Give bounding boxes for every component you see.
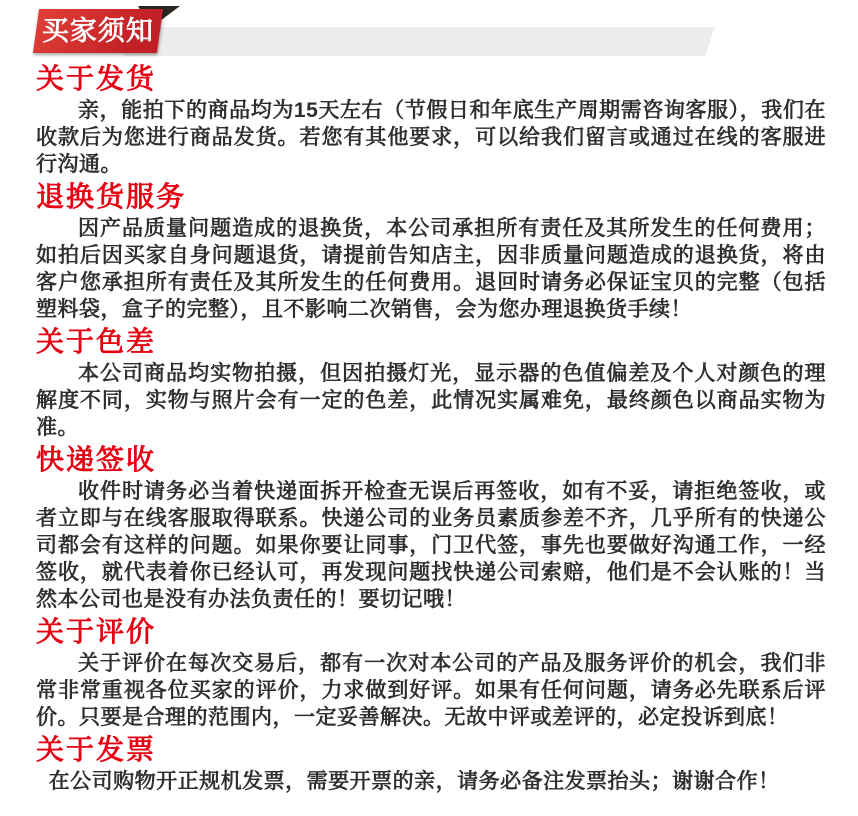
section-color-difference-body: 本公司商品均实物拍摄，但因拍摄灯光，显示器的色值偏差及个人对颜色的理解度不同，实物与照片会有一定的色差，此情况实属难免，最终颜色以商品实物为准。 xyxy=(36,362,826,439)
section-reviews-body: 关于评价在每次交易后，都有一次对本公司的产品及服务评价的机会，我们非常非常重视各位买家的评价，力求做到好评。如果有任何问题，请务必先联系后评价。只要是合理的范围内，一定妥善解决。无故中评或差评的，必定投诉到底！ xyxy=(36,652,826,729)
section-reviews-heading: 关于评价 xyxy=(36,617,157,648)
section-shipping-body: 亲，能拍下的商品均为15天左右（节假日和年底生产周期需咨询客服），我们在收款后为您进行商品发货。若您有其他要求，可以给我们留言或通过在线的客服进行沟通。 xyxy=(36,99,826,176)
section-returns-body: 因产品质量问题造成的退换货，本公司承担所有责任及其所发生的任何费用；如拍后因买家自身问题退货，请提前告知店主，因非质量问题造成的退换货，将由客户您承担所有责任及其所发生的任何费用。退回时请务必保证宝贝的完整（包括塑料袋，盒子的完整），且不影响二次销售，会为您办理退换货手续！ xyxy=(36,217,826,321)
section-delivery-signoff xyxy=(36,445,826,613)
section-delivery-signoff-body: 收件时请务必当着快递面拆开检查无误后再签收，如有不妥，请拒绝签收，或者立即与在线客服取得联系。快递公司的业务员素质参差不齐，几乎所有的快递公司都会有这样的问题。如果你要让同事，门卫代签，事先也要做好沟通工作，一经签收，就代表着你已经认可，再发现问题找快递公司索赔，他们是不会认账的！当然本公司也是没有办法负责任的！要切记哦！ xyxy=(36,480,826,611)
banner-strip xyxy=(123,27,714,56)
section-color-difference xyxy=(36,327,826,441)
section-returns xyxy=(36,182,826,323)
section-reviews xyxy=(36,617,826,731)
section-invoice-body: 在公司购物开正规机发票，需要开票的亲，请务必备注发票抬头；谢谢合作！ xyxy=(48,770,780,793)
section-invoice-heading: 关于发票 xyxy=(36,735,157,766)
section-returns-heading: 退换货服务 xyxy=(36,182,187,213)
section-invoice xyxy=(36,735,826,795)
section-delivery-signoff-heading: 快递签收 xyxy=(36,445,157,476)
buyer-notice-banner xyxy=(36,8,826,58)
section-shipping-heading: 关于发货 xyxy=(36,64,157,95)
section-color-difference-heading: 关于色差 xyxy=(36,327,157,358)
banner-ribbon xyxy=(33,9,163,53)
section-shipping xyxy=(36,64,826,178)
page-title: 买家须知 xyxy=(42,15,154,46)
